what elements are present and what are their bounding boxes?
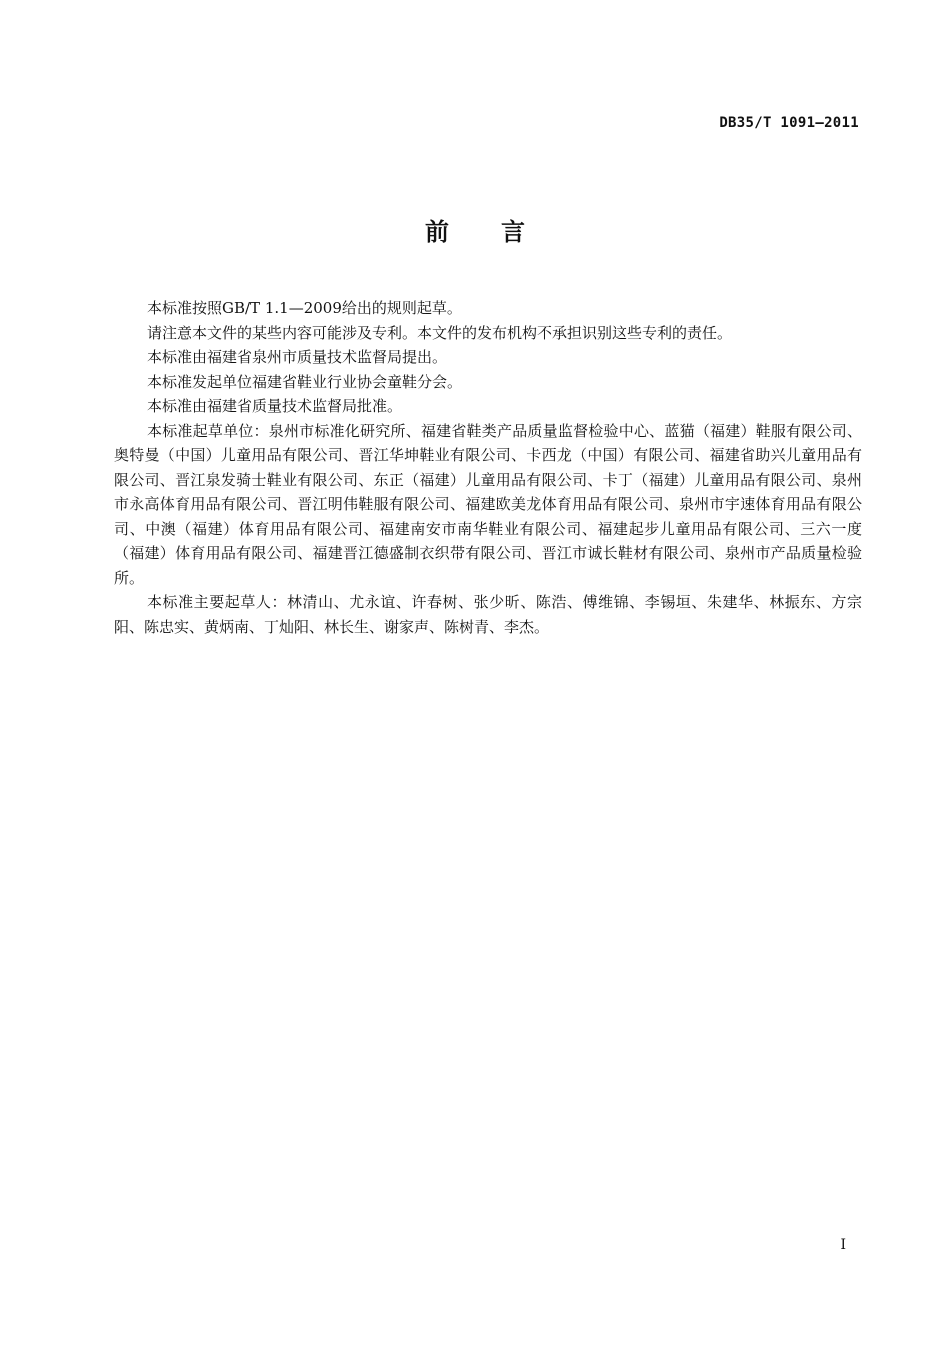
- paragraph-initiator: 本标准发起单位福建省鞋业行业协会童鞋分会。: [147, 372, 463, 391]
- paragraph-approver: 本标准由福建省质量技术监督局批准。: [147, 397, 403, 415]
- paragraph-proposer: 本标准由福建省泉州市质量技术监督局提出。: [147, 348, 448, 366]
- document-code: DB35/T 1091—2011: [719, 115, 859, 131]
- foreword-body: [114, 296, 862, 639]
- paragraph-drafting-rules: 本标准按照GB/T 1.1—2009给出的规则起草。: [147, 299, 462, 317]
- page-title: 前言: [425, 218, 577, 246]
- paragraph-drafters: 本标准主要起草人：林清山、尤永谊、许春树、张少昕、陈浩、傅维锦、李锡垣、朱建华、林振东、方宗阳、陈忠实、黄炳南、丁灿阳、林长生、谢家声、陈树青、李杰。: [114, 593, 862, 636]
- page-number: I: [840, 1237, 846, 1253]
- paragraph-drafting-units: 本标准起草单位：泉州市标准化研究所、福建省鞋类产品质量监督检验中心、蓝猫（福建）鞋服有限公司、奥特曼（中国）儿童用品有限公司、晋江华坤鞋业有限公司、卡西龙（中国）有限公司、福建省助兴儿童用品有限公司、晋江泉发骑士鞋业有限公司、东正（福建）儿童用品有限公司、卡丁（福建）儿童用品有限公司、泉州市永高体育用品有限公司、晋江明伟鞋服有限公司、福建欧美龙体育用品有限公司、泉州市宇速体育用品有限公司、中澳（福建）体育用品有限公司、福建南安市南华鞋业有限公司、福建起步儿童用品有限公司、三六一度（福建）体育用品有限公司、福建晋江德盛制衣织带有限公司、晋江市诚长鞋材有限公司、泉州市产品质量检验所。: [114, 421, 862, 587]
- paragraph-patent-notice: 请注意本文件的某些内容可能涉及专利。本文件的发布机构不承担识别这些专利的责任。: [147, 323, 733, 342]
